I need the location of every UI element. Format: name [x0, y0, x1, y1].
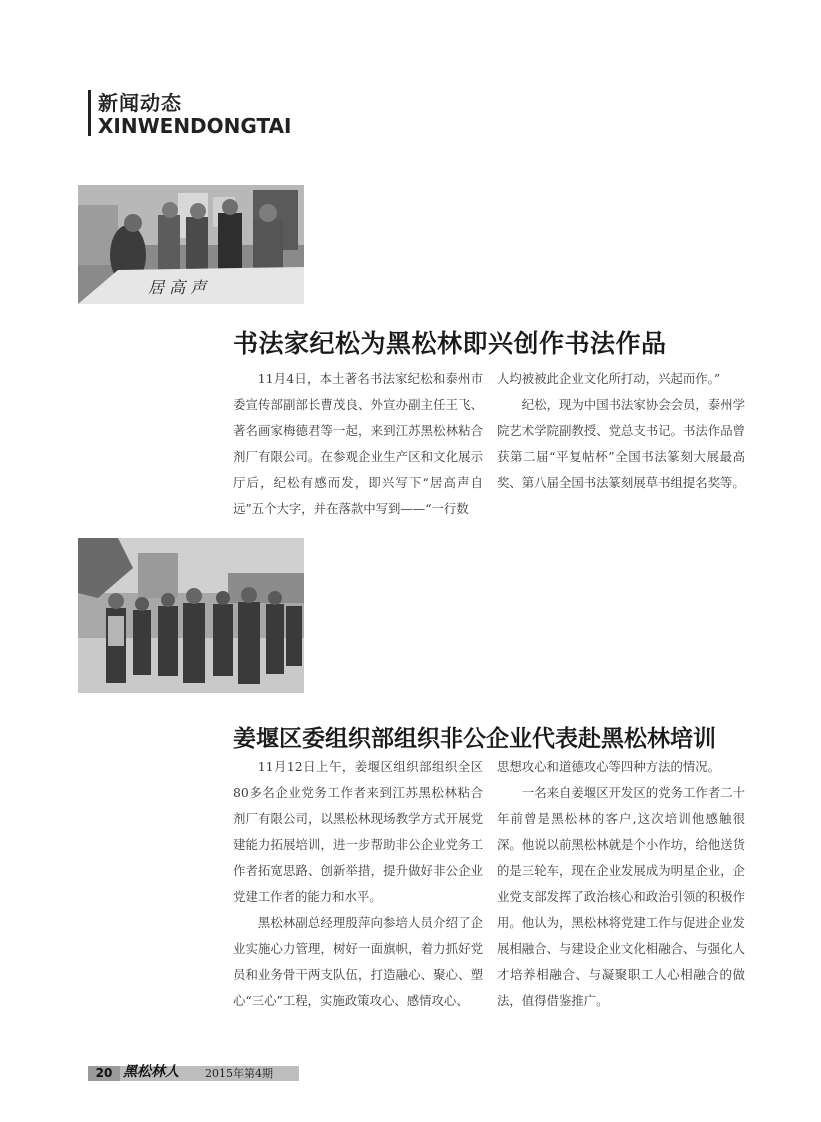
article2-paragraph: 一名来自姜堰区开发区的党务工作者二十年前曾是黑松林的客户,这次培训他感触很深。他说以前黑松林就是个小作坊，给他送货的是三轮车，现在企业发展成为明星企业，企业党支部发挥了政治核心和政治引领的积极作用。他认为，黑松林将党建工作与促进企业发展相融合、与建设企业文化相融合、与强化人才培养相融合、与凝聚职工人心相融合的做法，值得借鉴推广。 — [497, 785, 745, 1008]
article1-column-left — [233, 366, 483, 522]
article2-paragraph: 11月12日上午，姜堰区组织部组织全区80多名企业党务工作者来到江苏黑松林粘合剂厂有限公司，以黑松林现场教学方式开展党建能力拓展培训，进一步帮助非公企业党务工作者拓宽思路、创新举措，提升做好非公企业党建工作者的能力和水平。 — [233, 759, 483, 904]
svg-text:居 高 声: 居 高 声 — [148, 278, 207, 297]
issue-label: 2015年第4期 — [205, 1067, 273, 1080]
article1-title: 书法家纪松为黑松林即兴创作书法作品 — [233, 329, 667, 358]
magazine-logo: 黑松林人 — [123, 1064, 179, 1080]
article2-photo — [78, 538, 304, 693]
article2-column-left — [233, 754, 483, 1014]
section-subtitle: XINWENDONGTAI — [98, 114, 292, 138]
section-title: 新闻动态 — [98, 91, 182, 115]
article1-paragraph: 11月4日，本土著名书法家纪松和泰州市委宣传部副部长曹茂良、外宣办副主任王飞、著名画家梅德君等一起，来到江苏黑松林粘合剂厂有限公司。在参观企业生产区和文化展示厅后，纪松有感而发，即兴写下“居高声自远”五个大字，并在落款中写到——“一行数 — [233, 371, 483, 516]
article2-column-right — [497, 754, 745, 1014]
article2-title: 姜堰区委组织部组织非公企业代表赴黑松林培训 — [233, 725, 716, 752]
article1-column-right — [497, 366, 745, 496]
page-number: 20 — [88, 1066, 120, 1081]
section-marker — [88, 90, 91, 136]
article1-paragraph: 人均被被此企业文化所打动，兴起而作。” — [497, 371, 721, 386]
article1-paragraph: 纪松，现为中国书法家协会会员，泰州学院艺术学院副教授、党总支书记。书法作品曾获第二届“平复帖杯”全国书法篆刻大展最高奖、第八届全国书法篆刻展草书组提名奖等。 — [497, 397, 745, 490]
article1-photo — [78, 185, 304, 304]
article2-paragraph: 黑松林副总经理殷萍向参培人员介绍了企业实施心力管理，树好一面旗帜，着力抓好党员和业务骨干两支队伍，打造融心、聚心、塑心“三心”工程，实施政策攻心、感情攻心、 — [233, 915, 483, 1008]
article2-paragraph: 思想攻心和道德攻心等四种方法的情况。 — [497, 759, 721, 774]
